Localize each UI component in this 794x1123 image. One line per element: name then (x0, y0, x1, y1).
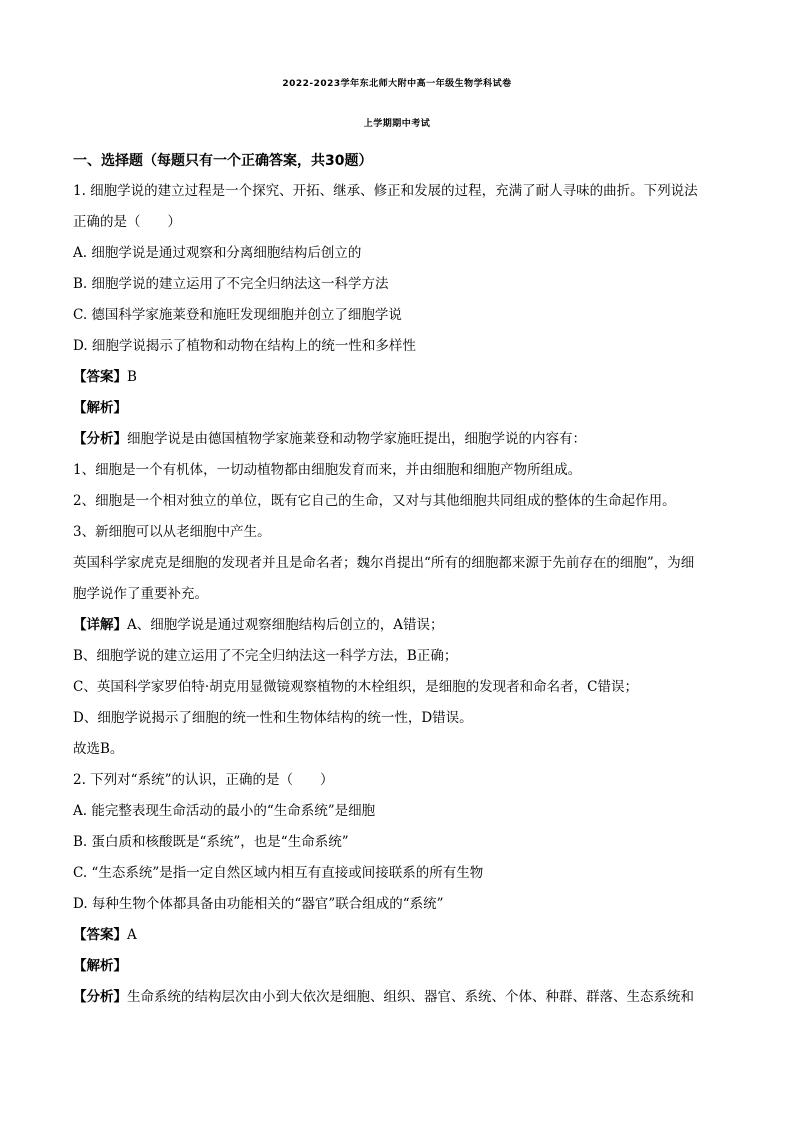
q1-option-d: D. 细胞学说揭示了植物和动物在结构上的统一性和多样性 (73, 338, 416, 354)
fenxi-text: 细胞学说是由德国植物学家施莱登和动物学家施旺提出，细胞学说的内容有： (127, 431, 586, 447)
q1-analysis-heading (73, 398, 733, 418)
xiangjie-tag: 【详解】 (73, 617, 127, 633)
xiangjie-text: A、细胞学说是通过观察细胞结构后创立的，A错误； (127, 617, 444, 633)
q2-option-a: A. 能完整表现生命活动的最小的“生命系统”是细胞 (73, 803, 376, 819)
q1-extra-line2: 胞学说作了重要补充。 (73, 586, 208, 602)
answer-tag: 【答案】 (73, 369, 127, 385)
q1-point-2: 2、细胞是一个相对独立的单位，既有它自己的生命，又对与其他细胞共同组成的整体的生命起作用。 (73, 493, 676, 509)
q1-stem-line2: 正确的是（ ） (73, 214, 181, 230)
exam-title: 2022-2023学年东北师大附中高一年级生物学科试卷 (282, 79, 512, 89)
q1-answer (73, 367, 733, 387)
q1-option-b: B. 细胞学说的建立运用了不完全归纳法这一科学方法 (73, 276, 389, 292)
q1-stem-line1: 1. 细胞学说的建立过程是一个探究、开拓、继承、修正和发展的过程，充满了耐人寻味的曲折。下列说法 (73, 183, 698, 199)
q2-fenxi (73, 987, 733, 1007)
answer-tag: 【答案】 (73, 927, 127, 943)
fenxi-tag: 【分析】 (73, 431, 127, 447)
q1-extra-line1: 英国科学家虎克是细胞的发现者并且是命名者；魏尔肖提出“所有的细胞都来源于先前存在的细胞”，为细 (73, 555, 695, 571)
q2-analysis-heading (73, 956, 733, 976)
q1-conclusion: 故选B。 (73, 741, 124, 757)
answer-value: B (127, 369, 137, 385)
q1-xiangjie-b: B、细胞学说的建立运用了不完全归纳法这一科学方法，B正确； (73, 648, 458, 664)
answer-value: A (127, 927, 137, 943)
q2-option-b: B. 蛋白质和核酸既是“系统”，也是“生命系统” (73, 834, 349, 850)
exam-subtitle: 上学期期中考试 (363, 119, 431, 129)
q2-option-c: C. “生态系统”是指一定自然区域内相互有直接或间接联系的所有生物 (73, 865, 484, 881)
q1-option-a: A. 细胞学说是通过观察和分离细胞结构后创立的 (73, 245, 362, 261)
q1-fenxi (73, 429, 733, 449)
q2-stem: 2. 下列对“系统”的认识，正确的是（ ） (73, 772, 334, 788)
section-heading: 一、选择题（每题只有一个正确答案，共30题） (73, 153, 373, 169)
analysis-tag: 【解析】 (73, 400, 127, 416)
q2-option-d: D. 每种生物个体都具备由功能相关的“器官”联合组成的“系统” (73, 896, 444, 912)
q2-answer (73, 925, 733, 945)
fenxi-text: 生命系统的结构层次由小到大依次是细胞、组织、器官、系统、个体、种群、群落、生态系统和 (127, 989, 694, 1005)
analysis-tag: 【解析】 (73, 958, 127, 974)
q1-point-1: 1、细胞是一个有机体，一切动植物都由细胞发育而来，并由细胞和细胞产物所组成。 (73, 462, 582, 478)
q1-xiangjie-c: C、英国科学家罗伯特·胡克用显微镜观察植物的木栓组织，是细胞的发现者和命名者，C错误； (73, 679, 638, 695)
q1-point-3: 3、新细胞可以从老细胞中产生。 (73, 524, 271, 540)
fenxi-tag: 【分析】 (73, 989, 127, 1005)
q1-option-c: C. 德国科学家施莱登和施旺发现细胞并创立了细胞学说 (73, 307, 402, 323)
q1-xiangjie-d: D、细胞学说揭示了细胞的统一性和生物体结构的统一性，D错误。 (73, 710, 473, 726)
q1-xiangjie-a (73, 615, 733, 635)
